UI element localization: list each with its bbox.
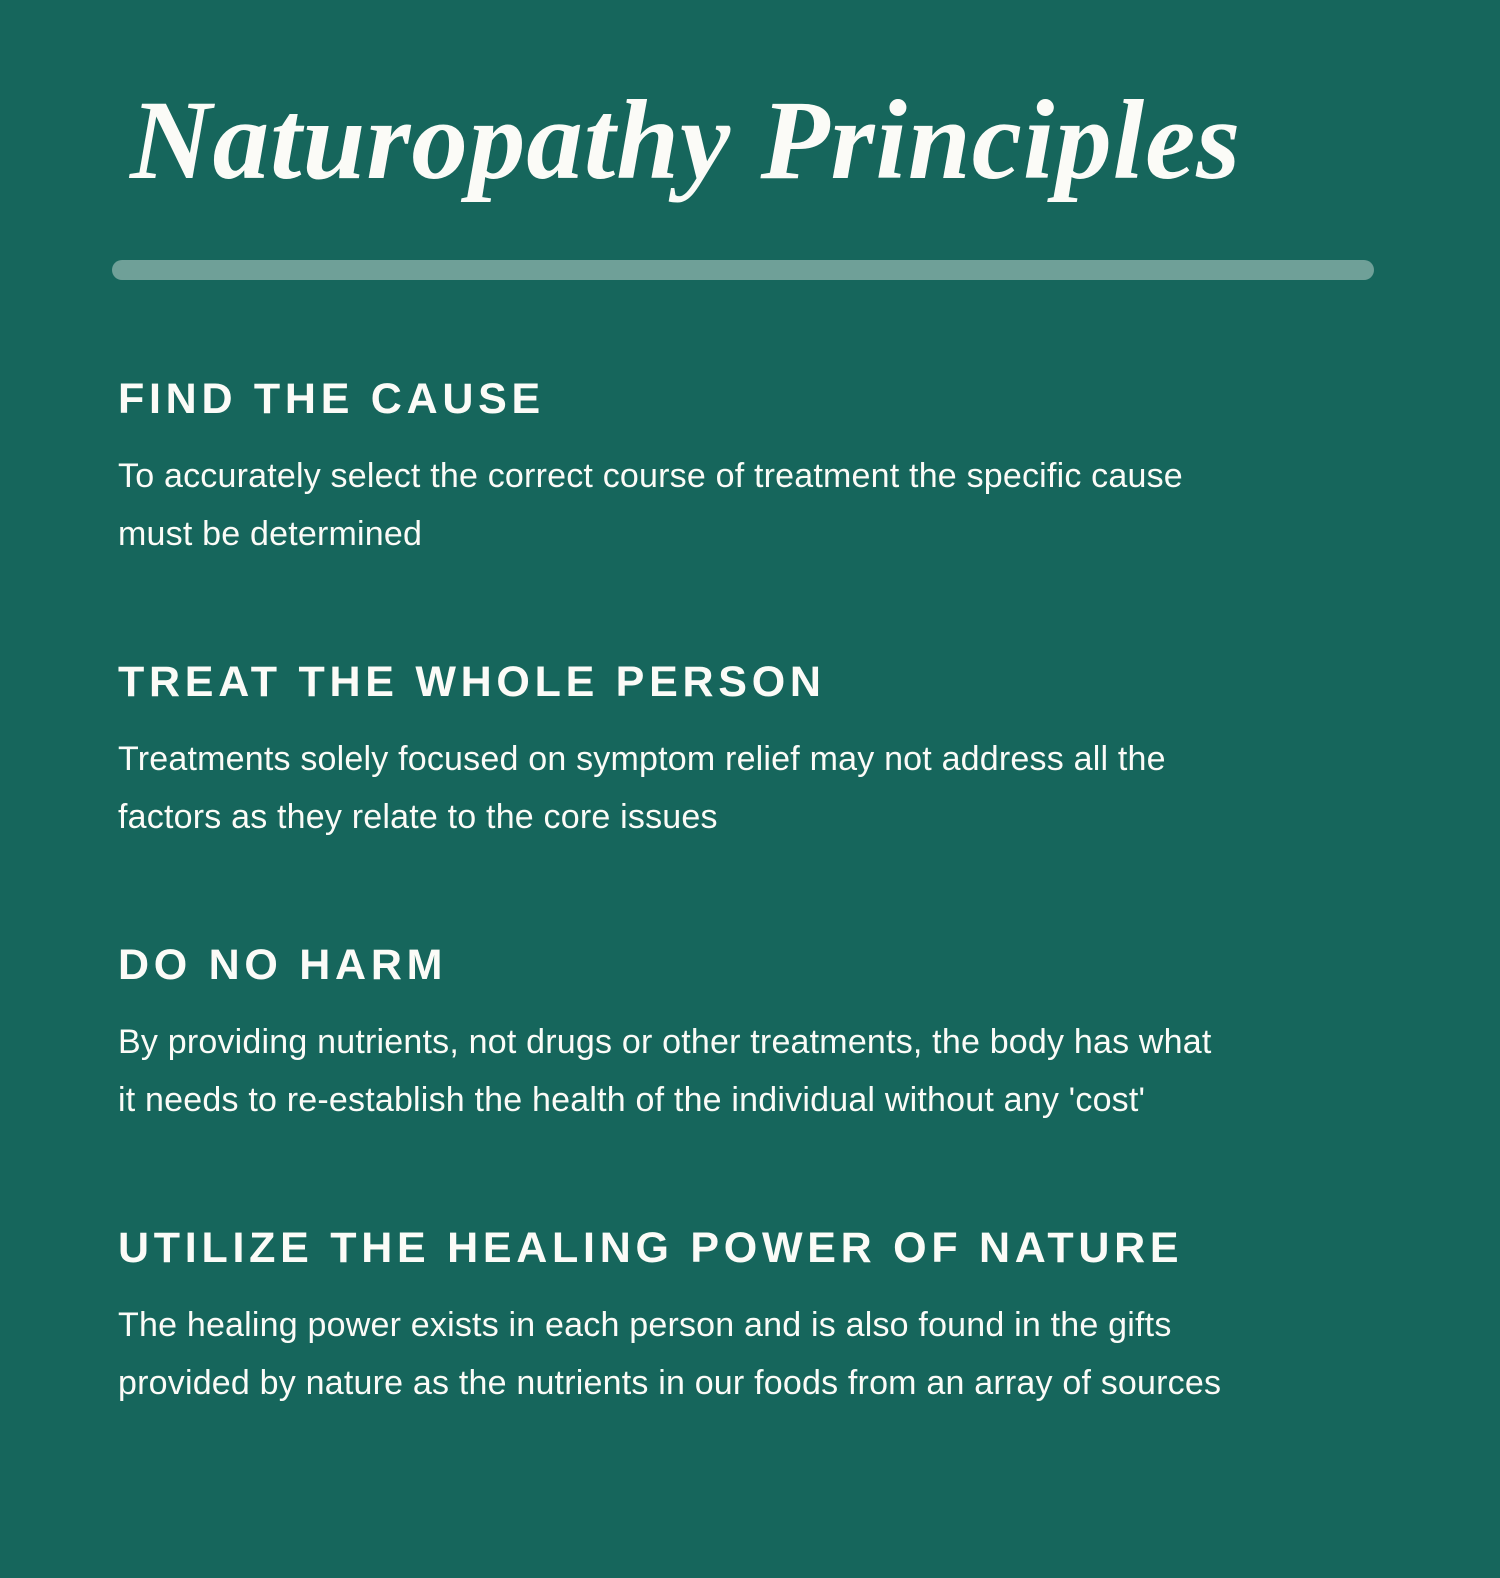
section-body	[118, 1296, 1400, 1412]
section-treat-the-whole-person	[118, 657, 1400, 846]
section-body	[118, 730, 1400, 846]
section-body	[118, 447, 1400, 563]
section-heading: UTILIZE THE HEALING POWER OF NATURE	[118, 1223, 1184, 1272]
body-line: The healing power exists in each person and is also found in the gifts	[118, 1305, 1172, 1344]
section-heading: DO NO HARM	[118, 940, 448, 989]
section-do-no-harm	[118, 940, 1400, 1129]
body-line: Treatments solely focused on symptom relief may not address all the	[118, 739, 1166, 778]
section-utilize-healing-power-of-nature	[118, 1223, 1400, 1412]
body-line: By providing nutrients, not drugs or other treatments, the body has what	[118, 1022, 1212, 1061]
section-heading: TREAT THE WHOLE PERSON	[118, 657, 826, 706]
body-line: factors as they relate to the core issues	[118, 797, 718, 836]
section-find-the-cause	[118, 374, 1400, 563]
section-heading: FIND THE CAUSE	[118, 374, 545, 423]
divider-bar	[112, 260, 1374, 280]
infographic-poster	[0, 78, 1500, 1578]
section-body	[118, 1013, 1400, 1129]
body-line: it needs to re-establish the health of the individual without any 'cost'	[118, 1080, 1146, 1119]
body-line: must be determined	[118, 514, 423, 553]
body-line: To accurately select the correct course of treatment the specific cause	[118, 456, 1183, 495]
body-line: provided by nature as the nutrients in our foods from an array of sources	[118, 1363, 1222, 1402]
page-title: Naturopathy Principles	[130, 78, 1242, 203]
